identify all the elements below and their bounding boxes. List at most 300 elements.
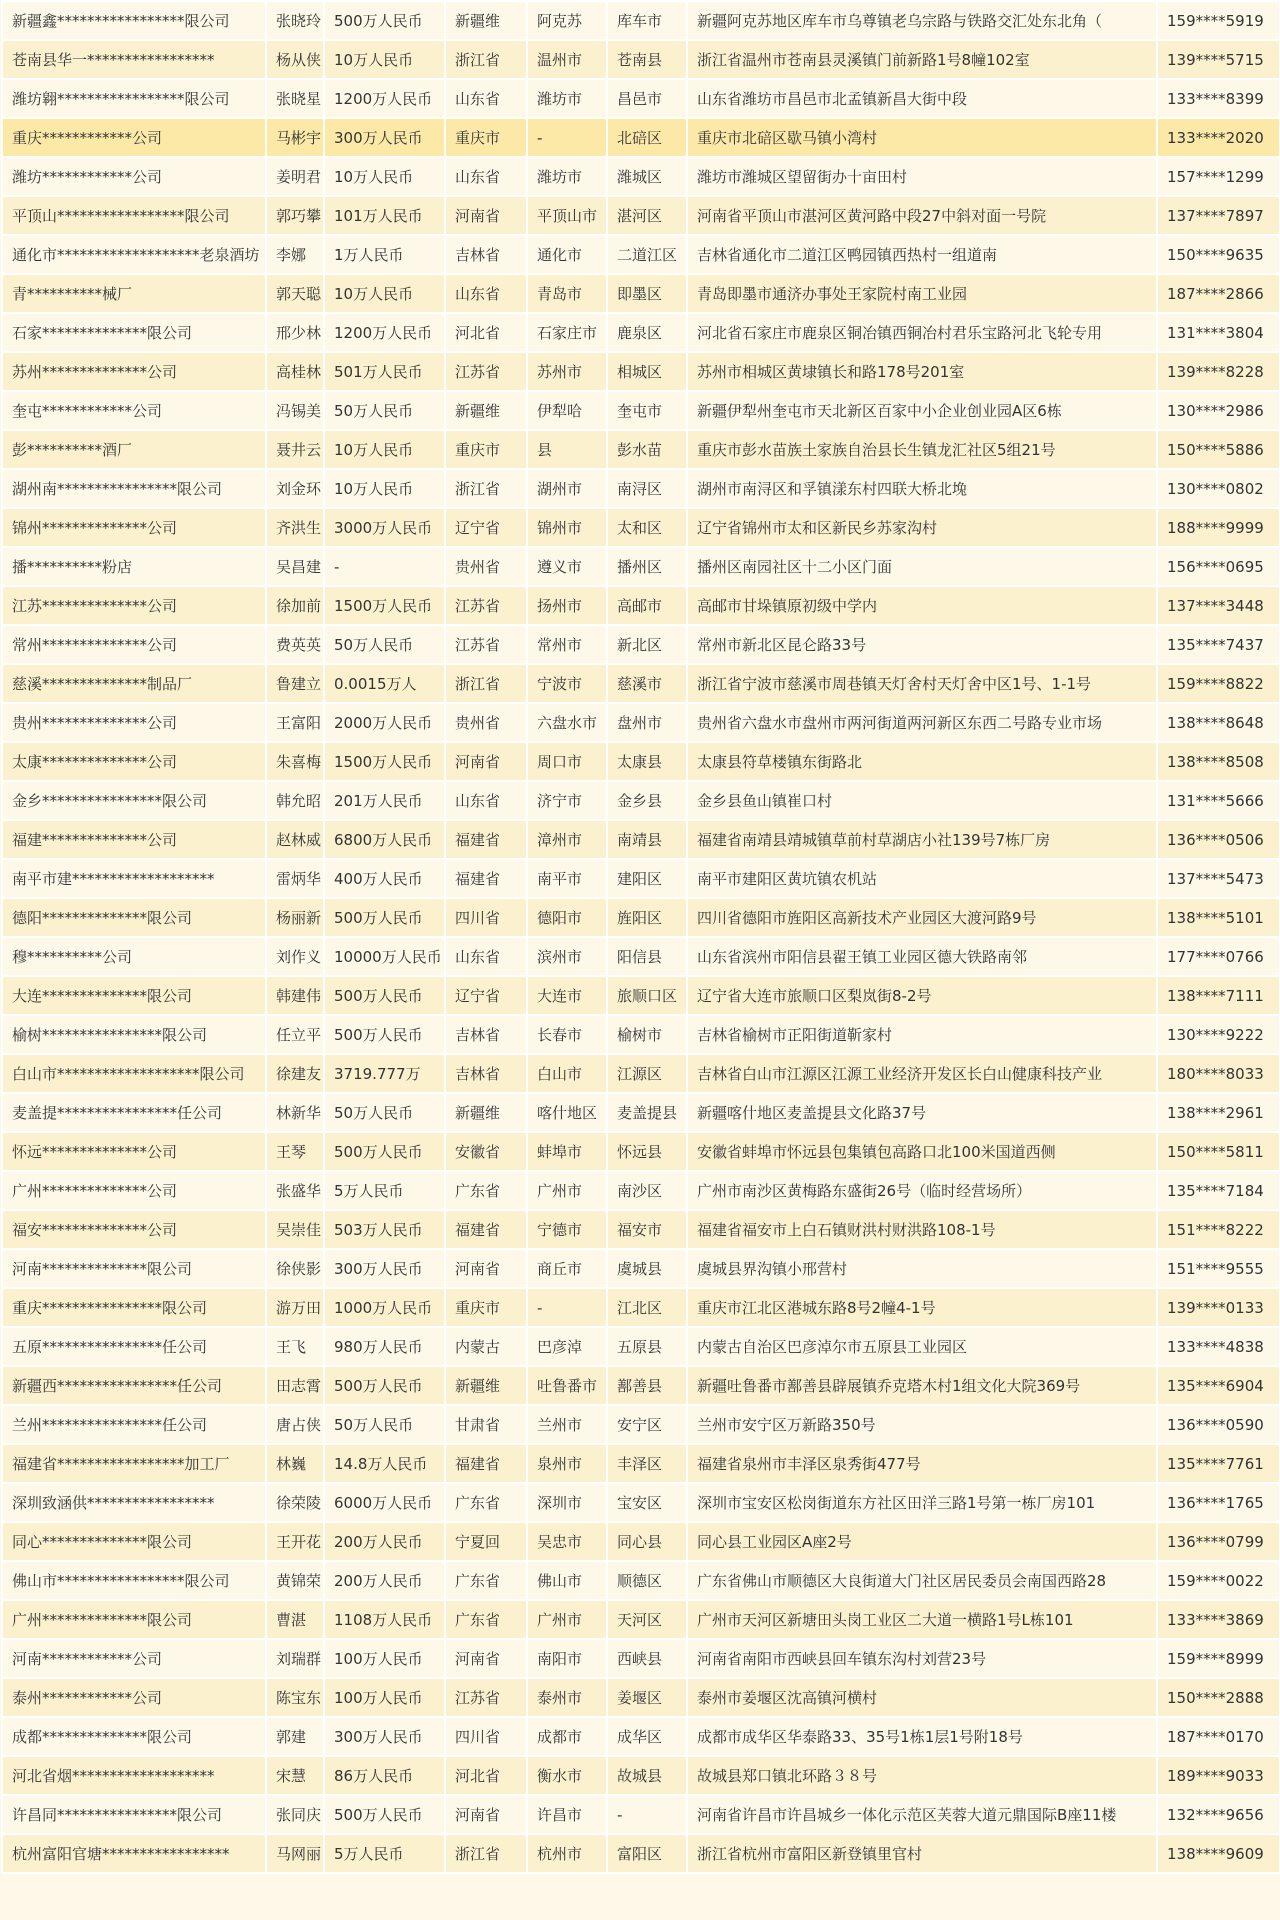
address-cell: 虞城县界沟镇小邢营村	[687, 1249, 1157, 1288]
table-row	[2, 937, 1280, 976]
registered-capital-cell: 300万人民币	[324, 1249, 445, 1288]
city-cell: 湖州市	[527, 469, 607, 508]
address-cell: 河南省平顶山市湛河区黄河路中段27中斜对面一号院	[687, 196, 1157, 235]
registered-capital-cell: 1500万人民币	[324, 586, 445, 625]
city-cell: 县	[527, 430, 607, 469]
address-cell: 重庆市北碚区歇马镇小湾村	[687, 118, 1157, 157]
phone-cell: 136****0799	[1157, 1522, 1280, 1561]
district-cell: 鹿泉区	[607, 313, 687, 352]
province-cell: 江苏省	[445, 1678, 527, 1717]
table-row	[2, 1132, 1280, 1171]
city-cell: 潍坊市	[527, 79, 607, 118]
address-cell: 南平市建阳区黄坑镇农机站	[687, 859, 1157, 898]
legal-representative-cell: 高桂林	[266, 352, 324, 391]
phone-cell: 150****2888	[1157, 1678, 1280, 1717]
province-cell: 山东省	[445, 781, 527, 820]
phone-cell: 137****3448	[1157, 586, 1280, 625]
legal-representative-cell: 田志霄	[266, 1366, 324, 1405]
phone-cell: 135****6904	[1157, 1366, 1280, 1405]
company-name-cell: 金乡****************限公司	[2, 781, 266, 820]
table-row	[2, 1795, 1280, 1834]
city-cell: 济宁市	[527, 781, 607, 820]
company-name-cell: 贵州**************公司	[2, 703, 266, 742]
city-cell: 南平市	[527, 859, 607, 898]
legal-representative-cell: 郭巧攀	[266, 196, 324, 235]
district-cell: 南靖县	[607, 820, 687, 859]
city-cell: 宁波市	[527, 664, 607, 703]
legal-representative-cell: 聂井云	[266, 430, 324, 469]
legal-representative-cell: 李娜	[266, 235, 324, 274]
address-cell: 成都市成华区华泰路33、35号1栋1层1号附18号	[687, 1717, 1157, 1756]
table-row	[2, 1834, 1280, 1873]
city-cell: 巴彦淖	[527, 1327, 607, 1366]
address-cell: 浙江省温州市苍南县灵溪镇门前新路1号8幢102室	[687, 40, 1157, 79]
district-cell: 虞城县	[607, 1249, 687, 1288]
province-cell: 福建省	[445, 1444, 527, 1483]
city-cell: 广州市	[527, 1171, 607, 1210]
company-table	[1, 0, 1280, 1874]
table-row	[2, 313, 1280, 352]
legal-representative-cell: 王开花	[266, 1522, 324, 1561]
phone-cell: 138****7111	[1157, 976, 1280, 1015]
province-cell: 新疆维	[445, 1093, 527, 1132]
address-cell: 山东省潍坊市昌邑市北孟镇新昌大街中段	[687, 79, 1157, 118]
address-cell: 青岛即墨市通济办事处王家院村南工业园	[687, 274, 1157, 313]
legal-representative-cell: 徐建友	[266, 1054, 324, 1093]
table-row	[2, 508, 1280, 547]
district-cell: 即墨区	[607, 274, 687, 313]
district-cell: 怀远县	[607, 1132, 687, 1171]
legal-representative-cell: 黄锦荣	[266, 1561, 324, 1600]
company-name-cell: 南平市建*******************	[2, 859, 266, 898]
company-name-cell: 潍坊************公司	[2, 157, 266, 196]
phone-cell: 136****0590	[1157, 1405, 1280, 1444]
company-name-cell: 大连**************限公司	[2, 976, 266, 1015]
district-cell: 阳信县	[607, 937, 687, 976]
phone-cell: 133****3869	[1157, 1600, 1280, 1639]
city-cell: 大连市	[527, 976, 607, 1015]
company-name-cell: 榆树****************限公司	[2, 1015, 266, 1054]
phone-cell: 135****7184	[1157, 1171, 1280, 1210]
district-cell: 故城县	[607, 1756, 687, 1795]
legal-representative-cell: 徐荣陵	[266, 1483, 324, 1522]
district-cell: 宝安区	[607, 1483, 687, 1522]
district-cell: 富阳区	[607, 1834, 687, 1873]
city-cell: 喀什地区	[527, 1093, 607, 1132]
city-cell: 成都市	[527, 1717, 607, 1756]
address-cell: 常州市新北区昆仑路33号	[687, 625, 1157, 664]
table-row	[2, 664, 1280, 703]
district-cell: 湛河区	[607, 196, 687, 235]
district-cell: 金乡县	[607, 781, 687, 820]
company-name-cell: 白山市*******************限公司	[2, 1054, 266, 1093]
phone-cell: 137****5473	[1157, 859, 1280, 898]
phone-cell: 151****8222	[1157, 1210, 1280, 1249]
table-row	[2, 79, 1280, 118]
table-row	[2, 547, 1280, 586]
legal-representative-cell: 游万田	[266, 1288, 324, 1327]
province-cell: 重庆市	[445, 430, 527, 469]
district-cell: 北碚区	[607, 118, 687, 157]
table-row	[2, 1561, 1280, 1600]
registered-capital-cell: 1200万人民币	[324, 313, 445, 352]
province-cell: 河北省	[445, 1756, 527, 1795]
province-cell: 河北省	[445, 313, 527, 352]
district-cell: 五原县	[607, 1327, 687, 1366]
phone-cell: 130****2986	[1157, 391, 1280, 430]
province-cell: 福建省	[445, 859, 527, 898]
legal-representative-cell: 朱喜梅	[266, 742, 324, 781]
province-cell: 河南省	[445, 1249, 527, 1288]
phone-cell: 187****0170	[1157, 1717, 1280, 1756]
registered-capital-cell: 10000万人民币	[324, 937, 445, 976]
registered-capital-cell: 500万人民币	[324, 1132, 445, 1171]
legal-representative-cell: 费英英	[266, 625, 324, 664]
table-row	[2, 781, 1280, 820]
registered-capital-cell: 200万人民币	[324, 1522, 445, 1561]
registered-capital-cell: 10万人民币	[324, 157, 445, 196]
legal-representative-cell: 吴崇佳	[266, 1210, 324, 1249]
legal-representative-cell: 杨从侠	[266, 40, 324, 79]
table-row	[2, 1639, 1280, 1678]
legal-representative-cell: 徐加前	[266, 586, 324, 625]
city-cell: 苏州市	[527, 352, 607, 391]
registered-capital-cell: 300万人民币	[324, 1717, 445, 1756]
legal-representative-cell: 赵林威	[266, 820, 324, 859]
table-row	[2, 196, 1280, 235]
district-cell: 新北区	[607, 625, 687, 664]
province-cell: 广东省	[445, 1171, 527, 1210]
registered-capital-cell: 500万人民币	[324, 1015, 445, 1054]
city-cell: 泉州市	[527, 1444, 607, 1483]
address-cell: 内蒙古自治区巴彦淖尔市五原县工业园区	[687, 1327, 1157, 1366]
province-cell: 贵州省	[445, 703, 527, 742]
province-cell: 福建省	[445, 1210, 527, 1249]
table-row	[2, 1327, 1280, 1366]
company-name-cell: 苍南县华一*****************	[2, 40, 266, 79]
district-cell: 南浔区	[607, 469, 687, 508]
company-name-cell: 慈溪**************制品厂	[2, 664, 266, 703]
city-cell: 佛山市	[527, 1561, 607, 1600]
city-cell: 广州市	[527, 1600, 607, 1639]
address-cell: 新疆伊犁州奎屯市天北新区百家中小企业创业园A区6栋	[687, 391, 1157, 430]
company-name-cell: 江苏**************公司	[2, 586, 266, 625]
company-name-cell: 新疆西****************任公司	[2, 1366, 266, 1405]
company-name-cell: 河南************公司	[2, 1639, 266, 1678]
district-cell: 旌阳区	[607, 898, 687, 937]
phone-cell: 151****9555	[1157, 1249, 1280, 1288]
phone-cell: 131****5666	[1157, 781, 1280, 820]
company-name-cell: 河南**************限公司	[2, 1249, 266, 1288]
registered-capital-cell: 1200万人民币	[324, 79, 445, 118]
district-cell: 太康县	[607, 742, 687, 781]
company-name-cell: 新疆鑫*****************限公司	[2, 1, 266, 40]
district-cell: 天河区	[607, 1600, 687, 1639]
company-name-cell: 苏州**************公司	[2, 352, 266, 391]
province-cell: 贵州省	[445, 547, 527, 586]
province-cell: 吉林省	[445, 1015, 527, 1054]
city-cell: 石家庄市	[527, 313, 607, 352]
legal-representative-cell: 郭天聪	[266, 274, 324, 313]
legal-representative-cell: 唐占侠	[266, 1405, 324, 1444]
company-name-cell: 许昌同****************限公司	[2, 1795, 266, 1834]
address-cell: 故城县郑口镇北环路３８号	[687, 1756, 1157, 1795]
city-cell: -	[527, 1288, 607, 1327]
registered-capital-cell: -	[324, 547, 445, 586]
city-cell: 六盘水市	[527, 703, 607, 742]
table-body	[2, 1, 1280, 1873]
address-cell: 吉林省白山市江源区江源工业经济开发区长白山健康科技产业	[687, 1054, 1157, 1093]
district-cell: 南沙区	[607, 1171, 687, 1210]
province-cell: 重庆市	[445, 118, 527, 157]
address-cell: 广州市天河区新塘田头岗工业区二大道一横路1号L栋101	[687, 1600, 1157, 1639]
phone-cell: 188****9999	[1157, 508, 1280, 547]
district-cell: 苍南县	[607, 40, 687, 79]
phone-cell: 156****0695	[1157, 547, 1280, 586]
address-cell: 吉林省通化市二道江区鸭园镇西热村一组道南	[687, 235, 1157, 274]
table-row	[2, 742, 1280, 781]
province-cell: 山东省	[445, 274, 527, 313]
province-cell: 河南省	[445, 196, 527, 235]
city-cell: 深圳市	[527, 1483, 607, 1522]
registered-capital-cell: 500万人民币	[324, 1, 445, 40]
address-cell: 河北省石家庄市鹿泉区铜冶镇西铜冶村君乐宝路河北飞轮专用	[687, 313, 1157, 352]
address-cell: 广东省佛山市顺德区大良街道大门社区居民委员会南国西路28	[687, 1561, 1157, 1600]
address-cell: 山东省滨州市阳信县翟王镇工业园区德大铁路南邻	[687, 937, 1157, 976]
table-row	[2, 1483, 1280, 1522]
registered-capital-cell: 400万人民币	[324, 859, 445, 898]
district-cell: 播州区	[607, 547, 687, 586]
registered-capital-cell: 6000万人民币	[324, 1483, 445, 1522]
company-name-cell: 湖州南****************限公司	[2, 469, 266, 508]
province-cell: 新疆维	[445, 1, 527, 40]
phone-cell: 139****0133	[1157, 1288, 1280, 1327]
table-row	[2, 859, 1280, 898]
legal-representative-cell: 郭建	[266, 1717, 324, 1756]
phone-cell: 177****0766	[1157, 937, 1280, 976]
legal-representative-cell: 张盛华	[266, 1171, 324, 1210]
registered-capital-cell: 5万人民币	[324, 1834, 445, 1873]
province-cell: 浙江省	[445, 469, 527, 508]
registered-capital-cell: 100万人民币	[324, 1639, 445, 1678]
phone-cell: 137****7897	[1157, 196, 1280, 235]
address-cell: 广州市南沙区黄梅路东盛街26号（临时经营场所）	[687, 1171, 1157, 1210]
address-cell: 浙江省宁波市慈溪市周巷镇天灯舍村天灯舍中区1号、1-1号	[687, 664, 1157, 703]
phone-cell: 150****9635	[1157, 235, 1280, 274]
province-cell: 浙江省	[445, 40, 527, 79]
phone-cell: 133****2020	[1157, 118, 1280, 157]
district-cell: 榆树市	[607, 1015, 687, 1054]
city-cell: 青岛市	[527, 274, 607, 313]
company-name-cell: 奎屯************公司	[2, 391, 266, 430]
registered-capital-cell: 500万人民币	[324, 898, 445, 937]
city-cell: 潍坊市	[527, 157, 607, 196]
address-cell: 重庆市彭水苗族土家族自治县长生镇龙汇社区5组21号	[687, 430, 1157, 469]
table-row	[2, 391, 1280, 430]
province-cell: 河南省	[445, 742, 527, 781]
table-row	[2, 235, 1280, 274]
registered-capital-cell: 6800万人民币	[324, 820, 445, 859]
city-cell: 泰州市	[527, 1678, 607, 1717]
company-name-cell: 石家**************限公司	[2, 313, 266, 352]
phone-cell: 159****8999	[1157, 1639, 1280, 1678]
table-row	[2, 1288, 1280, 1327]
legal-representative-cell: 杨丽新	[266, 898, 324, 937]
legal-representative-cell: 张晓星	[266, 79, 324, 118]
table-row	[2, 1171, 1280, 1210]
province-cell: 内蒙古	[445, 1327, 527, 1366]
registered-capital-cell: 50万人民币	[324, 1405, 445, 1444]
legal-representative-cell: 曹湛	[266, 1600, 324, 1639]
legal-representative-cell: 刘金环	[266, 469, 324, 508]
district-cell: 奎屯市	[607, 391, 687, 430]
province-cell: 安徽省	[445, 1132, 527, 1171]
legal-representative-cell: 冯锡美	[266, 391, 324, 430]
legal-representative-cell: 王飞	[266, 1327, 324, 1366]
address-cell: 新疆吐鲁番市鄯善县辟展镇乔克塔木村1组文化大院369号	[687, 1366, 1157, 1405]
company-name-cell: 怀远**************公司	[2, 1132, 266, 1171]
legal-representative-cell: 邢少林	[266, 313, 324, 352]
company-name-cell: 福建**************公司	[2, 820, 266, 859]
district-cell: 江北区	[607, 1288, 687, 1327]
province-cell: 吉林省	[445, 235, 527, 274]
province-cell: 四川省	[445, 1717, 527, 1756]
district-cell: 彭水苗	[607, 430, 687, 469]
phone-cell: 138****9609	[1157, 1834, 1280, 1873]
legal-representative-cell: 张同庆	[266, 1795, 324, 1834]
province-cell: 四川省	[445, 898, 527, 937]
address-cell: 河南省许昌市许昌城乡一体化示范区芙蓉大道元鼎国际B座11楼	[687, 1795, 1157, 1834]
district-cell: 西峡县	[607, 1639, 687, 1678]
registered-capital-cell: 1108万人民币	[324, 1600, 445, 1639]
city-cell: 阿克苏	[527, 1, 607, 40]
registered-capital-cell: 10万人民币	[324, 274, 445, 313]
phone-cell: 189****9033	[1157, 1756, 1280, 1795]
legal-representative-cell: 齐洪生	[266, 508, 324, 547]
registered-capital-cell: 3000万人民币	[324, 508, 445, 547]
province-cell: 江苏省	[445, 586, 527, 625]
address-cell: 新疆阿克苏地区库车市乌尊镇老乌宗路与铁路交汇处东北角（	[687, 1, 1157, 40]
legal-representative-cell: 马彬宇	[266, 118, 324, 157]
province-cell: 浙江省	[445, 664, 527, 703]
city-cell: 吐鲁番市	[527, 1366, 607, 1405]
company-name-cell: 潍坊翱*****************限公司	[2, 79, 266, 118]
table-row	[2, 1522, 1280, 1561]
phone-cell: 138****8648	[1157, 703, 1280, 742]
legal-representative-cell: 刘作义	[266, 937, 324, 976]
address-cell: 贵州省六盘水市盘州市两河街道两河新区东西二号路专业市场	[687, 703, 1157, 742]
company-name-cell: 广州**************公司	[2, 1171, 266, 1210]
table-row	[2, 1249, 1280, 1288]
phone-cell: 131****3804	[1157, 313, 1280, 352]
district-cell: 盘州市	[607, 703, 687, 742]
address-cell: 四川省德阳市旌阳区高新技术产业园区大渡河路9号	[687, 898, 1157, 937]
registered-capital-cell: 500万人民币	[324, 1795, 445, 1834]
city-cell: 平顶山市	[527, 196, 607, 235]
company-name-cell: 青**********械厂	[2, 274, 266, 313]
city-cell: 通化市	[527, 235, 607, 274]
district-cell: 旅顺口区	[607, 976, 687, 1015]
registered-capital-cell: 5万人民币	[324, 1171, 445, 1210]
phone-cell: 150****5811	[1157, 1132, 1280, 1171]
phone-cell: 139****5715	[1157, 40, 1280, 79]
address-cell: 辽宁省锦州市太和区新民乡苏家沟村	[687, 508, 1157, 547]
phone-cell: 138****8508	[1157, 742, 1280, 781]
phone-cell: 136****1765	[1157, 1483, 1280, 1522]
city-cell: 扬州市	[527, 586, 607, 625]
phone-cell: 133****4838	[1157, 1327, 1280, 1366]
legal-representative-cell: 马网丽	[266, 1834, 324, 1873]
province-cell: 宁夏回	[445, 1522, 527, 1561]
phone-cell: 132****9656	[1157, 1795, 1280, 1834]
province-cell: 吉林省	[445, 1054, 527, 1093]
table-row	[2, 274, 1280, 313]
province-cell: 重庆市	[445, 1288, 527, 1327]
legal-representative-cell: 雷炳华	[266, 859, 324, 898]
province-cell: 广东省	[445, 1600, 527, 1639]
city-cell: 温州市	[527, 40, 607, 79]
province-cell: 广东省	[445, 1561, 527, 1600]
province-cell: 辽宁省	[445, 976, 527, 1015]
city-cell: 遵义市	[527, 547, 607, 586]
city-cell: 蚌埠市	[527, 1132, 607, 1171]
address-cell: 湖州市南浔区和孚镇漾东村四联大桥北堍	[687, 469, 1157, 508]
city-cell: 兰州市	[527, 1405, 607, 1444]
address-cell: 深圳市宝安区松岗街道东方社区田洋三路1号第一栋厂房101	[687, 1483, 1157, 1522]
table-row	[2, 1405, 1280, 1444]
registered-capital-cell: 14.8万人民币	[324, 1444, 445, 1483]
phone-cell: 130****0802	[1157, 469, 1280, 508]
table-row	[2, 1756, 1280, 1795]
table-row	[2, 352, 1280, 391]
address-cell: 吉林省榆树市正阳街道靳家村	[687, 1015, 1157, 1054]
address-cell: 潍坊市潍城区望留街办十亩田村	[687, 157, 1157, 196]
registered-capital-cell: 50万人民币	[324, 391, 445, 430]
table-row	[2, 976, 1280, 1015]
legal-representative-cell: 徐侠影	[266, 1249, 324, 1288]
registered-capital-cell: 501万人民币	[324, 352, 445, 391]
registered-capital-cell: 201万人民币	[324, 781, 445, 820]
company-name-cell: 通化市*******************老泉酒坊	[2, 235, 266, 274]
registered-capital-cell: 2000万人民币	[324, 703, 445, 742]
company-name-cell: 锦州**************公司	[2, 508, 266, 547]
city-cell: 许昌市	[527, 1795, 607, 1834]
table-row	[2, 1600, 1280, 1639]
district-cell: 库车市	[607, 1, 687, 40]
table-row	[2, 40, 1280, 79]
legal-representative-cell: 刘瑞群	[266, 1639, 324, 1678]
company-name-cell: 福建省*****************加工厂	[2, 1444, 266, 1483]
company-name-cell: 平顶山*****************限公司	[2, 196, 266, 235]
company-name-cell: 麦盖提****************任公司	[2, 1093, 266, 1132]
registered-capital-cell: 1500万人民币	[324, 742, 445, 781]
phone-cell: 135****7437	[1157, 625, 1280, 664]
district-cell: 丰泽区	[607, 1444, 687, 1483]
legal-representative-cell: 韩建伟	[266, 976, 324, 1015]
province-cell: 新疆维	[445, 391, 527, 430]
registered-capital-cell: 500万人民币	[324, 976, 445, 1015]
legal-representative-cell: 陈宝东	[266, 1678, 324, 1717]
company-name-cell: 德阳**************限公司	[2, 898, 266, 937]
registered-capital-cell: 10万人民币	[324, 469, 445, 508]
city-cell: 伊犁哈	[527, 391, 607, 430]
district-cell: 姜堰区	[607, 1678, 687, 1717]
address-cell: 高邮市甘垛镇原初级中学内	[687, 586, 1157, 625]
city-cell: 白山市	[527, 1054, 607, 1093]
table-row	[2, 898, 1280, 937]
city-cell: 周口市	[527, 742, 607, 781]
address-cell: 太康县符草楼镇东街路北	[687, 742, 1157, 781]
